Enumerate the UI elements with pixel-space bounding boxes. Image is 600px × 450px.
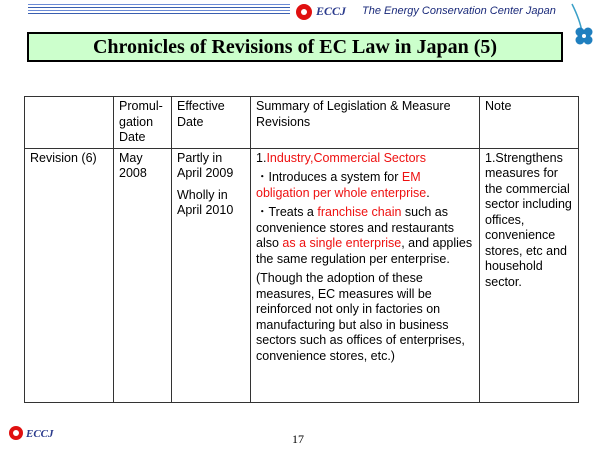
header-cell-effective-date: Effective Date (172, 97, 251, 149)
cell-promulgation-date: May 2008 (114, 148, 172, 403)
bullet-2-highlight-franchise: franchise chain (317, 205, 402, 219)
bullet-1-highlight: EM obligation per whole enterprise (256, 170, 427, 200)
header-cell-summary: Summary of Legislation & Measure Revisions (251, 97, 480, 149)
header-eccj-text: ECCJ (316, 4, 347, 18)
summary-item-1-number: 1. (256, 150, 267, 165)
cell-summary (251, 148, 480, 403)
bullet-2-highlight-single: as a single enterprise (282, 236, 402, 250)
header-cell-promulgation-date: Promul-gation Date (114, 97, 172, 149)
header-decorative-lines (28, 4, 290, 16)
cell-effective-date (172, 148, 251, 403)
footer-eccj-logo-icon (9, 426, 23, 440)
bullet-2-text: ・Treats a (256, 205, 318, 219)
bullet-1-text: ・Introduces a system for (256, 170, 402, 184)
bullet-2-suffix: , and applies the same regulation per enterprise. (256, 236, 473, 266)
summary-bullet-2 (256, 205, 476, 267)
revisions-table (24, 96, 579, 403)
summary-bullet-1 (256, 170, 476, 201)
summary-parenthetical: (Though the adoption of these measures, EC measures will be reinforced not only in factories on manufacturing but also in business sectors such as offices of enterprises, convenience stores, etc.) (256, 271, 465, 363)
cell-revision: Revision (6) (25, 148, 114, 403)
table-row (25, 148, 579, 403)
effective-date-wholly: Wholly in April 2010 (177, 187, 234, 217)
header-cell-note: Note (480, 97, 579, 149)
header-organization-name: The Energy Conservation Center Japan (362, 5, 556, 17)
header-cell-blank (25, 97, 114, 149)
clover-logo-icon (570, 2, 598, 48)
table-header-row (25, 97, 579, 149)
footer-eccj-text: ECCJ (26, 428, 54, 440)
bullet-2-mid: such as convenience stores and restaurants also (256, 205, 455, 250)
cell-note: 1.Strengthens measures for the commercial sector including offices, convenience stores, etc and household sector. (480, 148, 579, 403)
summary-item-1-sectors: Industry,Commercial Sectors (266, 150, 426, 165)
bullet-1-suffix: . (426, 185, 430, 200)
page-number: 17 (292, 432, 304, 446)
page-title: Chronicles of Revisions of EC Law in Japan (5) (27, 32, 563, 62)
effective-date-partly: Partly in April 2009 (177, 150, 234, 180)
summary-item-1 (256, 151, 476, 167)
eccj-logo-icon (296, 4, 312, 20)
